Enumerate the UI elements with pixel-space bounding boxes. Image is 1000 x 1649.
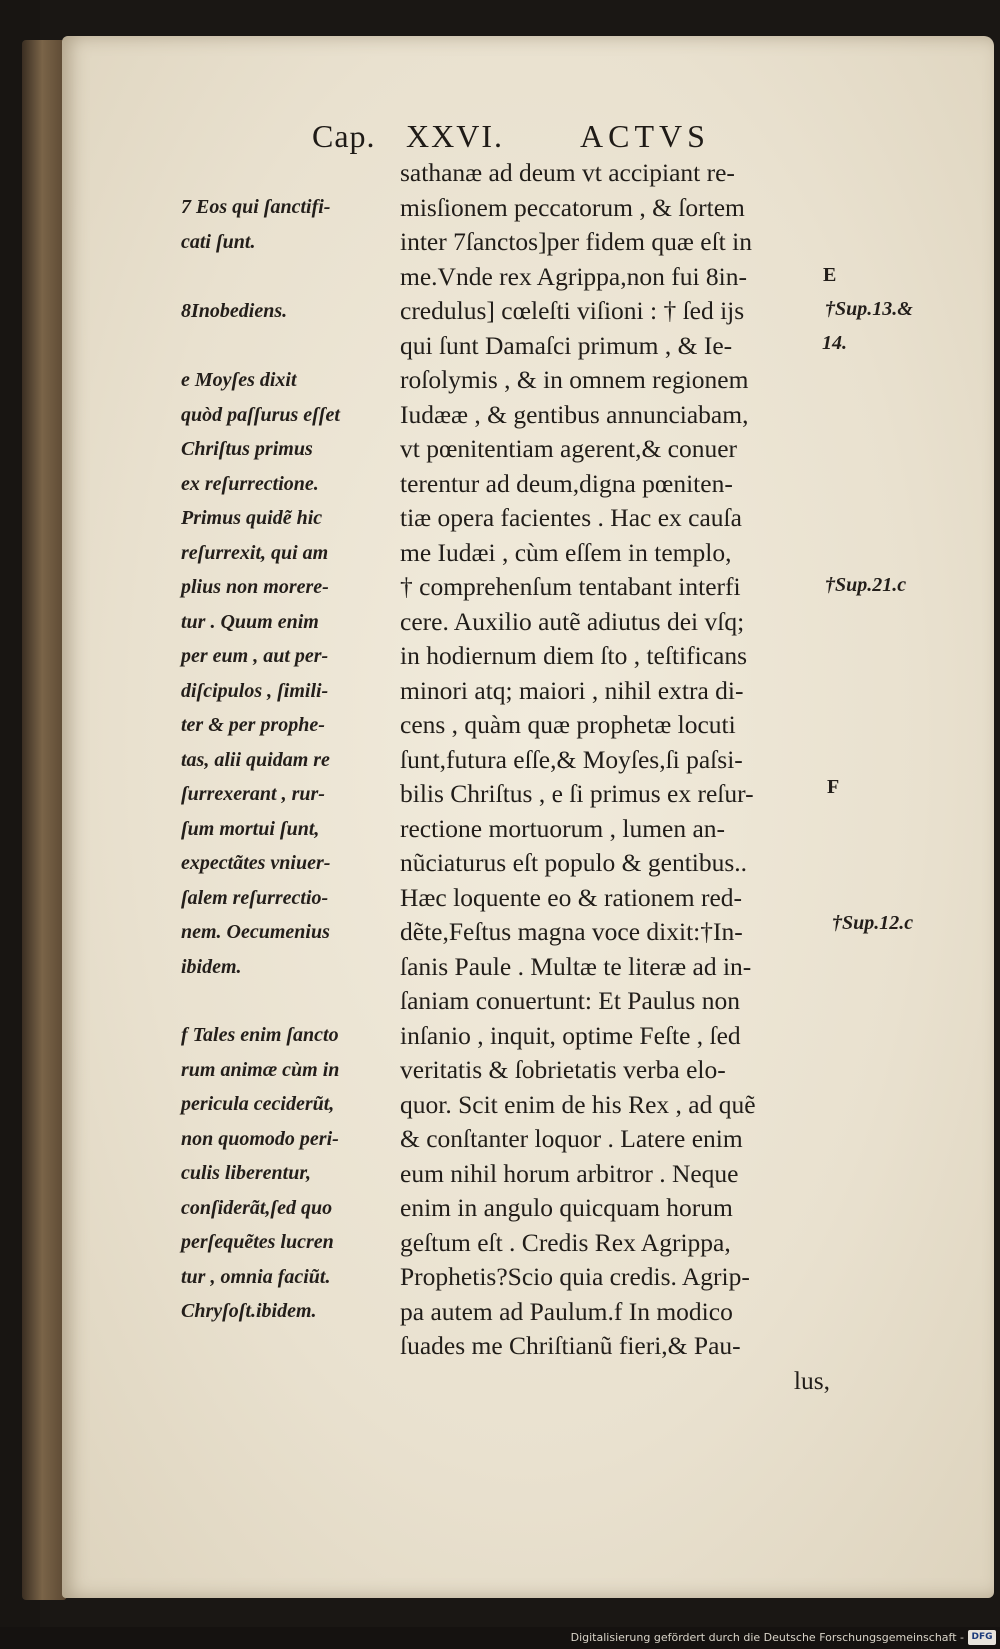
text-line: dẽte,Feſtus magna voce dixit:†In- xyxy=(400,917,743,946)
text-line: veritatis & ſobrietatis verba elo- xyxy=(400,1055,726,1084)
text-line: in hodiernum diem ſto , teſtificans xyxy=(400,641,748,670)
text-line: inſanio , inquit, optime Feſte , ſed xyxy=(400,1020,741,1050)
margin-note-7 xyxy=(181,190,396,259)
footer-credit: Digitalisierung gefördert durch die Deutsche Forschungsgemeinschaft - xyxy=(570,1631,964,1644)
margin-note-line: diſcipulos , ſimili- xyxy=(181,679,329,702)
margin-note-line: rum animæ cùm in xyxy=(181,1058,340,1081)
text-line: † comprehenſum tentabant interfi xyxy=(400,572,741,601)
text-line: enim in angulo quicquam horum xyxy=(400,1193,733,1222)
margin-note-line: Primus quidẽ hic xyxy=(181,507,323,529)
cross-reference-1: †Sup.13.& xyxy=(825,298,913,320)
text-line: cens , quàm quæ prophetæ locuti xyxy=(400,710,736,739)
margin-note-line: ſum mortui ſunt, xyxy=(181,817,320,840)
margin-note-line: plius non morere- xyxy=(181,576,329,598)
margin-note-line: ibidem. xyxy=(181,955,242,978)
text-line: eum nihil horum arbitror . Neque xyxy=(400,1158,739,1188)
text-line: qui ſunt Damaſci primum , & Ie- xyxy=(400,330,733,360)
margin-note-line: culis liberentur, xyxy=(181,1162,312,1184)
margin-note-line: ſurrexerant , rur- xyxy=(181,783,325,805)
cross-reference-3: †Sup.12.c xyxy=(832,912,914,934)
margin-note-line: perſequẽtes lucren xyxy=(181,1231,334,1253)
margin-note-line: non quomodo peri- xyxy=(181,1127,339,1150)
margin-note-line: pericula ceciderũt, xyxy=(181,1093,335,1115)
cross-reference-2: †Sup.21.c xyxy=(825,574,907,596)
text-line: Iudææ , & gentibus annunciabam, xyxy=(400,399,749,429)
text-line: ſuades me Chriſtianũ fieri,& Pau- xyxy=(400,1331,741,1360)
margin-note-line: cati ſunt. xyxy=(181,230,256,253)
text-line: tiæ opera facientes . Hac ex cauſa xyxy=(400,503,742,532)
marginal-letter-e: E xyxy=(823,264,837,286)
text-line: ſunt,futura eſſe,& Moyſes,ſi paſsi- xyxy=(400,744,743,774)
margin-note-line: ſalem reſurrectio- xyxy=(181,886,329,909)
margin-note-e xyxy=(181,363,396,984)
margin-note-line: 7 Eos qui ſanctifi- xyxy=(181,196,331,218)
text-line: bilis Chriſtus , e ſi primus ex reſur- xyxy=(400,779,754,808)
text-line: & conſtanter loquor . Latere enim xyxy=(400,1124,743,1153)
header-chapter-number: XXVI. xyxy=(406,118,504,154)
header-chapter: Cap. xyxy=(312,118,376,154)
text-line: lus, xyxy=(793,1365,830,1395)
book-spine-edge xyxy=(22,40,67,1600)
text-line: misſionem peccatorum , & ſortem xyxy=(400,192,745,222)
margin-note-line: tur , omnia faciũt. xyxy=(181,1265,331,1288)
margin-note-f xyxy=(181,1018,396,1329)
margin-note-line: f Tales enim ſancto xyxy=(181,1024,339,1046)
marginal-letter-f: F xyxy=(827,776,840,798)
margin-note-line: per eum , aut per- xyxy=(181,645,329,667)
margin-note-8 xyxy=(181,294,396,329)
text-line: vt pœnitentiam agerent,& conuer xyxy=(400,434,738,463)
text-line: minori atq; maiori , nihil extra di- xyxy=(400,675,744,705)
main-text-block xyxy=(400,156,840,1398)
text-line: pa autem ad Paulum.f In modico xyxy=(400,1296,733,1326)
text-line: Hæc loquente eo & rationem red- xyxy=(400,882,743,912)
margin-note-line: e Moyſes dixit xyxy=(181,369,297,391)
margin-note-line: Chryſoſt.ibidem. xyxy=(181,1300,317,1322)
margin-note-line: conſiderãt,ſed quo xyxy=(181,1196,333,1219)
text-line: ſanis Paule . Multæ te literæ ad in- xyxy=(400,951,752,981)
text-line: me Iudæi , cùm eſſem in templo, xyxy=(400,537,732,567)
margin-note-line: tur . Quum enim xyxy=(181,610,319,633)
text-line: ſaniam conuertunt: Et Paulus non xyxy=(400,986,740,1015)
dfg-logo: DFG xyxy=(968,1630,996,1645)
text-line: cere. Auxilio autẽ adiutus dei vſq; xyxy=(400,606,745,636)
text-line: me.Vnde rex Agrippa,non fui 8in- xyxy=(400,261,748,291)
margin-note-line: quòd paſſurus eſſet xyxy=(181,403,340,426)
margin-note-line: ter & per prophe- xyxy=(181,714,325,736)
margin-note-line: 8Inobediens. xyxy=(181,300,288,322)
text-line: inter 7ſanctos]per fidem quæ eſt in xyxy=(400,227,752,256)
text-line: Prophetis?Scio quia credis. Agrip- xyxy=(400,1262,750,1291)
cross-reference-1-cont: 14. xyxy=(822,332,847,354)
margin-note-line: expectãtes vniuer- xyxy=(181,852,331,874)
text-line: terentur ad deum,digna pœniten- xyxy=(400,468,733,498)
margin-note-line: ex reſurrectione. xyxy=(181,472,319,495)
text-line: geſtum eſt . Credis Rex Agrippa, xyxy=(400,1227,731,1257)
text-line: credulus] cœleſti viſioni : † ſed ijs xyxy=(400,296,745,325)
footer-bar xyxy=(0,1627,1000,1649)
header-book-title: ACTVS xyxy=(580,118,710,154)
text-line: quor. Scit enim de his Rex , ad quẽ xyxy=(400,1089,756,1119)
text-line: roſolymis , & in omnem regionem xyxy=(400,365,749,394)
text-line: nũciaturus eſt populo & gentibus.. xyxy=(400,848,748,877)
margin-note-line: tas, alii quidam re xyxy=(181,748,330,771)
margin-note-line: nem. Oecumenius xyxy=(181,921,330,943)
margin-note-line: reſurrexit, qui am xyxy=(181,541,329,564)
text-line: rectione mortuorum , lumen an- xyxy=(400,813,726,843)
margin-note-line: Chriſtus primus xyxy=(181,438,313,460)
text-line: sathanæ ad deum vt accipiant re- xyxy=(400,158,735,187)
